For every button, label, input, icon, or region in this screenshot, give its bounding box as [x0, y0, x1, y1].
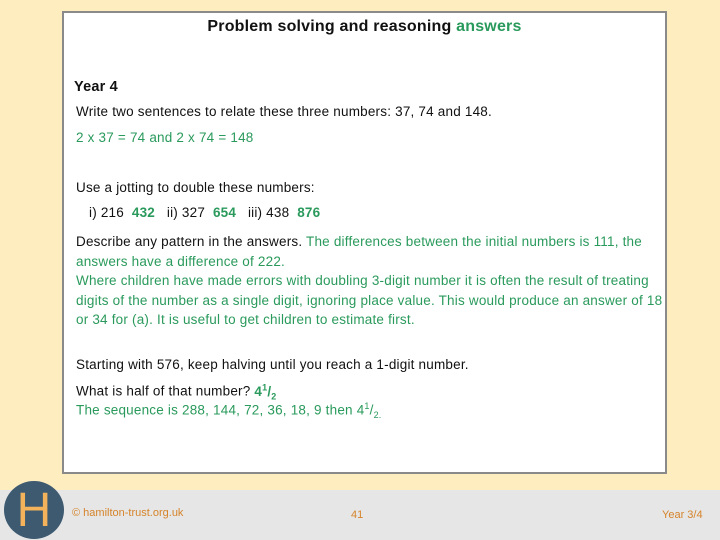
q4-sub-question: What is half of that number?: [76, 383, 251, 399]
q2-question: Use a jotting to double these numbers:: [76, 180, 315, 195]
content-box: [62, 11, 667, 474]
item-label: i) 216: [89, 205, 124, 220]
copyright-symbol: ©: [72, 507, 81, 519]
denominator: 2.: [373, 410, 382, 421]
numerator: 1: [262, 382, 268, 392]
whole: 4: [254, 383, 263, 399]
q3-answer-2: Where children have made errors with doubling 3-digit number it is often the result of treating digits of the number as a single digit, ignoring place value. This would produce an answer of 18 or 34 for (a). It is useful to get children to estimate first.: [76, 273, 663, 327]
logo-letter: H: [16, 484, 52, 537]
item-label: ii) 327: [166, 205, 206, 220]
q2-items: [89, 205, 320, 220]
q3-question: Describe any pattern in the answers.: [76, 234, 303, 249]
denominator: 2: [271, 391, 277, 402]
q4-answer: $4^1/_2$: [254, 382, 277, 402]
year-level: Year 3/4: [662, 509, 703, 521]
q4-question: Starting with 576, keep halving until you reach a 1-digit number.: [76, 357, 469, 372]
hamilton-link[interactable]: hamilton-trust.org.uk: [83, 507, 184, 519]
q3: [76, 232, 666, 330]
numerator: 1: [364, 401, 370, 411]
item-label: iii) 438: [247, 205, 290, 220]
year-heading: Year 4: [74, 79, 118, 95]
item-answer: 432: [131, 205, 156, 220]
page-title: [64, 18, 665, 36]
item-answer: 876: [297, 205, 321, 220]
q4-sub: [76, 382, 277, 401]
item-answer: 654: [212, 205, 237, 220]
title-text: Problem solving and reasoning: [207, 18, 452, 35]
q4-sequence: The sequence is 288, 144, 72, 36, 18, 9 then $4^1/_{2.}$: [76, 401, 382, 421]
q1-answer: 2 x 37 = 74 and 2 x 74 = 148: [76, 130, 254, 145]
hamilton-logo-icon: [4, 481, 64, 539]
sequence-text: The sequence is 288, 144, 72, 36, 18, 9 then 4: [76, 402, 365, 418]
q1-question: Write two sentences to relate these three numbers: 37, 74 and 148.: [76, 104, 492, 119]
q3-answer-1: The differences between the initial numbers is 111, the answers have a difference of 222.: [76, 234, 642, 269]
page-number: 41: [351, 509, 364, 521]
title-accent: answers: [456, 18, 522, 35]
copyright: [72, 507, 183, 519]
